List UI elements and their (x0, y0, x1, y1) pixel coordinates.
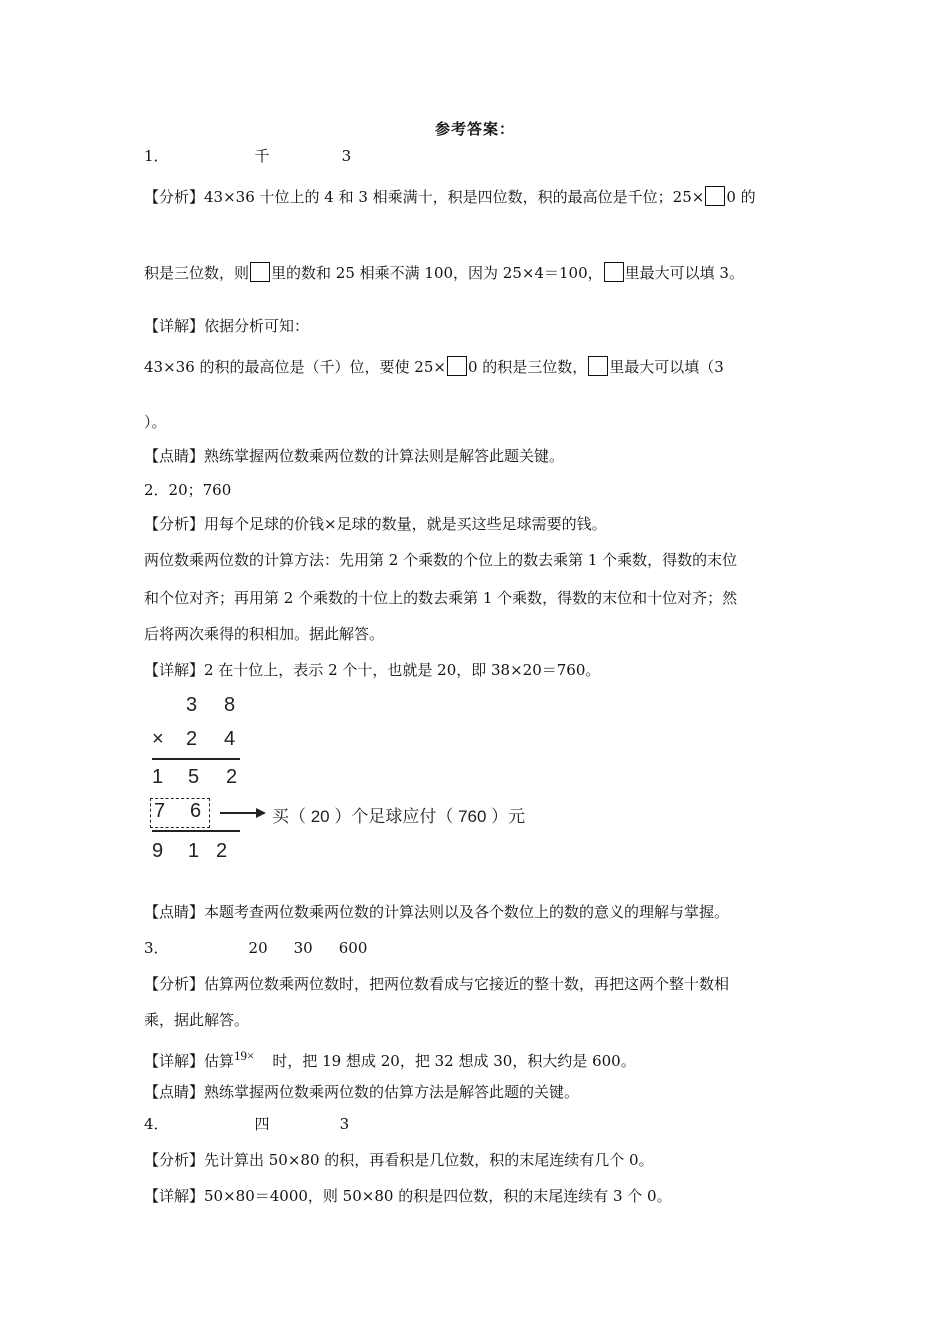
q2-method-line2: 和个位对齐；再用第 2 个乘数的十位上的数去乘第 1 个乘数，得数的末位和十位对齐；然 (144, 589, 738, 607)
blank-box (250, 262, 270, 282)
multiply-sign: × (152, 728, 164, 750)
page-title: 参考答案： (434, 120, 515, 138)
digit: 5 (188, 766, 200, 788)
digit: 1 (188, 840, 200, 862)
q2-analysis: 【分析】用每个足球的价钱×足球的数量，就是买这些足球需要的钱。 (144, 515, 607, 533)
q3-analysis-line1: 【分析】估算两位数乘两位数时，把两位数看成与它接近的整十数，再把这两个整十数相 (144, 975, 730, 993)
arrow-note: 买（ 20 ）个足球应付（ 760 ）元 (272, 807, 526, 826)
q4-number: 4． (144, 1115, 169, 1133)
q1-analysis-line2: 积是三位数，则 里的数和 25 相乘不满 100，因为 25×4＝100， 里最大可以填 3。 (144, 264, 744, 282)
vertical-multiplication (150, 690, 610, 870)
q1-answer-line (144, 146, 351, 166)
digit: 6 (190, 800, 202, 822)
q2-tip: 【点睛】本题考查两位数乘两位数的计算法则以及各个数位上的数的意义的理解与掌握。 (144, 903, 730, 921)
q3-number: 3． (144, 939, 169, 957)
digit: 8 (224, 694, 236, 716)
blank-box (588, 356, 608, 376)
q2-method-line3: 后将两次乘得的积相加。据此解答。 (144, 625, 385, 643)
q1-number: 1． (144, 147, 169, 165)
q1-analysis-line1: 【分析】43×36 十位上的 4 和 3 相乘满十，积是四位数，积的最高位是千位；25× 0 的 (144, 188, 756, 206)
q3-answer-line: 3． 20 30 600 (144, 939, 368, 957)
q1-answer-1: 千 (254, 147, 270, 165)
digit: 2 (216, 840, 228, 862)
digit: 2 (186, 728, 198, 750)
q1-tip: 【点睛】熟练掌握两位数乘两位数的计算法则是解答此题关键。 (144, 447, 565, 465)
sum-rule (152, 758, 240, 760)
q2-answer-line: 2．20；760 (144, 481, 232, 499)
arrow-right-icon (220, 806, 266, 820)
q1-detail-end: ）。 (144, 413, 167, 431)
expression-fragment: 19× (234, 1048, 255, 1063)
digit: 1 (152, 766, 164, 788)
blank-box (705, 186, 725, 206)
q1-answer-2: 3 (341, 147, 352, 165)
q1-detail-label: 【详解】依据分析可知： (144, 317, 310, 335)
q2-method-line1: 两位数乘两位数的计算方法：先用第 2 个乘数的个位上的数去乘第 1 个乘数，得数的末位 (144, 551, 738, 569)
q4-analysis: 【分析】先计算出 50×80 的积，再看积是几位数，积的末尾连续有几个 0。 (144, 1151, 654, 1169)
blank-box (604, 262, 624, 282)
q3-detail: 【详解】估算19× 时，把 19 想成 20，把 32 想成 30，积大约是 600。 (144, 1048, 636, 1070)
digit: 9 (152, 840, 164, 862)
digit: 2 (226, 766, 238, 788)
sum-rule (152, 830, 240, 832)
q1-detail-line: 43×36 的积的最高位是（千）位，要使 25× 0 的积是三位数， 里最大可以填（3 (144, 358, 724, 376)
q3-tip: 【点睛】熟练掌握两位数乘两位数的估算方法是解答此题的关键。 (144, 1083, 580, 1101)
digit: 4 (224, 728, 236, 750)
digit: 3 (186, 694, 198, 716)
blank-box (447, 356, 467, 376)
q3-analysis-line2: 乘，据此解答。 (144, 1011, 250, 1029)
q4-answer-line: 4． 四 3 (144, 1115, 350, 1133)
q4-detail: 【详解】50×80＝4000，则 50×80 的积是四位数，积的末尾连续有 3 个 0。 (144, 1187, 672, 1205)
q2-detail: 【详解】2 在十位上，表示 2 个十，也就是 20，即 38×20＝760。 (144, 661, 601, 679)
digit: 7 (154, 800, 166, 822)
